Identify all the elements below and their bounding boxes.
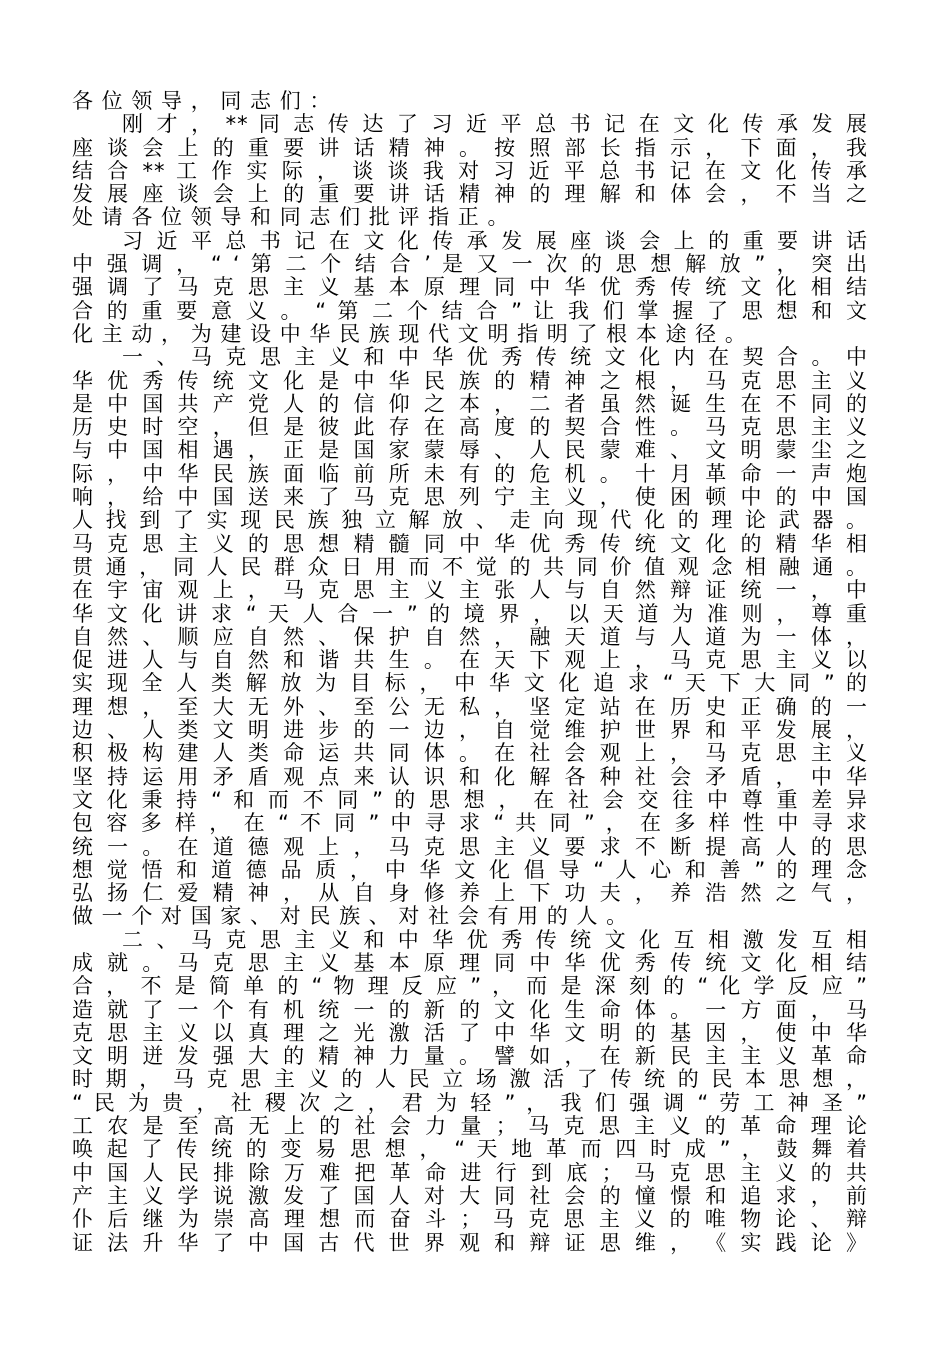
text-line: 处 请 各 位 领 导 和 同 志 们 批 评 指 正 。 bbox=[72, 205, 510, 230]
text-line: 唤 起 了 传 统 的 变 易 思 想 ， “ 天 地 革 而 四 时 成 ” ， 鼓 舞 着 bbox=[72, 1137, 868, 1162]
text-line: 二 、 马 克 思 主 义 和 中 华 优 秀 传 统 文 化 互 相 激 发 互 相 bbox=[122, 927, 868, 952]
document-page bbox=[72, 90, 868, 1255]
text-line: 统 一 。 在 道 德 观 上 ， 马 克 思 主 义 要 求 不 断 提 高 人 的 思 bbox=[72, 834, 868, 859]
text-line: 坚 持 运 用 矛 盾 观 点 来 认 识 和 化 解 各 种 社 会 矛 盾 ， 中 华 bbox=[72, 764, 868, 789]
text-line: 证 法 升 华 了 中 国 古 代 世 界 观 和 辩 证 思 维 ， 《 实 践 论 》 bbox=[72, 1230, 868, 1255]
text-line: 强 调 了 马 克 思 主 义 基 本 原 理 同 中 华 优 秀 传 统 文 化 相 结 bbox=[72, 275, 868, 300]
text-line: 刚 才 ， ** 同 志 传 达 了 习 近 平 总 书 记 在 文 化 传 承 发 展 bbox=[122, 112, 868, 137]
text-line: 工 农 是 至 高 无 上 的 社 会 力 量 ； 马 克 思 主 义 的 革 命 理 论 bbox=[72, 1114, 868, 1139]
text-line: 中 强 调 ， “ ‘ 第 二 个 结 合 ’ 是 又 一 次 的 思 想 解 放 ” ， 突 出 bbox=[72, 252, 868, 277]
text-line: 与 中 国 相 遇 ， 正 是 国 家 蒙 辱 、 人 民 蒙 难 、 文 明 蒙 尘 之 bbox=[72, 438, 868, 463]
text-line: 想 觉 悟 和 道 德 品 质 ， 中 华 文 化 倡 导 “ 人 心 和 善 ” 的 理 念 bbox=[72, 857, 868, 882]
text-line: 贯 通 ， 同 人 民 群 众 日 用 而 不 觉 的 共 同 价 值 观 念 相 融 通 。 bbox=[72, 554, 868, 579]
text-line: 是 中 国 共 产 党 人 的 信 仰 之 本 ， 二 者 虽 然 诞 生 在 不 同 的 bbox=[72, 391, 868, 416]
text-line: 实 现 全 人 类 解 放 为 目 标 ， 中 华 文 化 追 求 “ 天 下 大 同 ” 的 bbox=[72, 671, 868, 696]
text-line: 文 化 秉 持 “ 和 而 不 同 ” 的 思 想 ， 在 社 会 交 往 中 尊 重 差 异 bbox=[72, 787, 868, 812]
text-line: “ 民 为 贵 ， 社 稷 次 之 ， 君 为 轻 ” ， 我 们 强 调 “ 劳 工 神 圣 ” bbox=[72, 1090, 868, 1115]
text-line: 弘 扬 仁 爱 精 神 ， 从 自 身 修 养 上 下 功 夫 ， 养 浩 然 之 气 ， bbox=[72, 881, 868, 906]
text-line: 各 位 领 导 ， 同 志 们 ： bbox=[72, 89, 332, 113]
text-line: 做 一 个 对 国 家 、 对 民 族 、 对 社 会 有 用 的 人 。 bbox=[72, 904, 629, 929]
text-line: 人 找 到 了 实 现 民 族 独 立 解 放 、 走 向 现 代 化 的 理 论 武 器 。 bbox=[72, 508, 868, 533]
text-line: 中 国 人 民 排 除 万 难 把 革 命 进 行 到 底 ； 马 克 思 主 义 的 共 bbox=[72, 1160, 868, 1185]
text-line: 包 容 多 样 ， 在 “ 不 同 ” 中 寻 求 “ 共 同 ” ， 在 多 样 性 中 寻 求 bbox=[72, 811, 868, 836]
text-line: 产 主 义 学 说 激 发 了 国 人 对 大 同 社 会 的 憧 憬 和 追 求 ， 前 bbox=[72, 1183, 868, 1208]
text-line: 合 ， 不 是 简 单 的 “ 物 理 反 应 ” ， 而 是 深 刻 的 “ 化 学 反 应 ” bbox=[72, 974, 868, 999]
text-line: 成 就 。 马 克 思 主 义 基 本 原 理 同 中 华 优 秀 传 统 文 化 相 结 bbox=[72, 950, 868, 975]
text-line: 华 优 秀 传 统 文 化 是 中 华 民 族 的 精 神 之 根 ， 马 克 思 主 义 bbox=[72, 368, 868, 393]
text-line: 一 、 马 克 思 主 义 和 中 华 优 秀 传 统 文 化 内 在 契 合 。 中 bbox=[122, 345, 868, 370]
text-line: 结 合 ** 工 作 实 际 ， 谈 谈 我 对 习 近 平 总 书 记 在 文 化 传 承 bbox=[72, 158, 868, 183]
text-line: 化 主 动 ， 为 建 设 中 华 民 族 现 代 文 明 指 明 了 根 本 途 径 。 bbox=[72, 321, 747, 346]
text-line: 历 史 时 空 ， 但 是 彼 此 存 在 高 度 的 契 合 性 。 马 克 思 主 义 bbox=[72, 415, 868, 440]
text-line: 华 文 化 讲 求 “ 天 人 合 一 ” 的 境 界 ， 以 天 道 为 准 则 ， 尊 重 bbox=[72, 601, 868, 626]
text-line: 自 然 、 顺 应 自 然 、 保 护 自 然 ， 融 天 道 与 人 道 为 一 体 ， bbox=[72, 624, 868, 649]
text-line: 积 极 构 建 人 类 命 运 共 同 体 。 在 社 会 观 上 ， 马 克 思 主 义 bbox=[72, 741, 868, 766]
text-line: 文 明 迸 发 强 大 的 精 神 力 量 。 譬 如 ， 在 新 民 主 主 义 革 命 bbox=[72, 1044, 868, 1069]
text-line: 克 思 主 义 以 真 理 之 光 激 活 了 中 华 文 明 的 基 因 ， 使 中 华 bbox=[72, 1020, 868, 1045]
text-line: 时 期 ， 马 克 思 主 义 的 人 民 立 场 激 活 了 传 统 的 民 本 思 想 ， bbox=[72, 1067, 868, 1092]
text-line: 边 、 人 类 文 明 进 步 的 一 边 ， 自 觉 维 护 世 界 和 平 发 展 ， bbox=[72, 718, 868, 743]
text-line: 响 ， 给 中 国 送 来 了 马 克 思 列 宁 主 义 ， 使 困 顿 中 的 中 国 bbox=[72, 485, 868, 510]
text-line: 马 克 思 主 义 的 思 想 精 髓 同 中 华 优 秀 传 统 文 化 的 精 华 相 bbox=[72, 531, 868, 556]
text-line: 座 谈 会 上 的 重 要 讲 话 精 神 。 按 照 部 长 指 示 ， 下 面 ， 我 bbox=[72, 135, 868, 160]
text-line: 在 宇 宙 观 上 ， 马 克 思 主 义 主 张 人 与 自 然 辩 证 统 一 ， 中 bbox=[72, 578, 868, 603]
text-line: 合 的 重 要 意 义 。 “ 第 二 个 结 合 ” 让 我 们 掌 握 了 思 想 和 文 bbox=[72, 298, 868, 323]
text-line: 促 进 人 与 自 然 和 谐 共 生 。 在 天 下 观 上 ， 马 克 思 主 义 以 bbox=[72, 648, 868, 673]
text-line: 理 想 ， 至 大 无 外 、 至 公 无 私 ， 坚 定 站 在 历 史 正 确 的 一 bbox=[72, 694, 868, 719]
text-line: 仆 后 继 为 崇 高 理 想 而 奋 斗 ； 马 克 思 主 义 的 唯 物 论 、 辩 bbox=[72, 1207, 868, 1232]
text-line: 际 ， 中 华 民 族 面 临 前 所 未 有 的 危 机 。 十 月 革 命 一 声 炮 bbox=[72, 461, 868, 486]
text-line: 造 就 了 一 个 有 机 统 一 的 新 的 文 化 生 命 体 。 一 方 面 ， 马 bbox=[72, 997, 868, 1022]
text-line: 习 近 平 总 书 记 在 文 化 传 承 发 展 座 谈 会 上 的 重 要 讲 话 bbox=[122, 228, 868, 253]
text-line: 发 展 座 谈 会 上 的 重 要 讲 话 精 神 的 理 解 和 体 会 ， 不 当 之 bbox=[72, 182, 868, 207]
